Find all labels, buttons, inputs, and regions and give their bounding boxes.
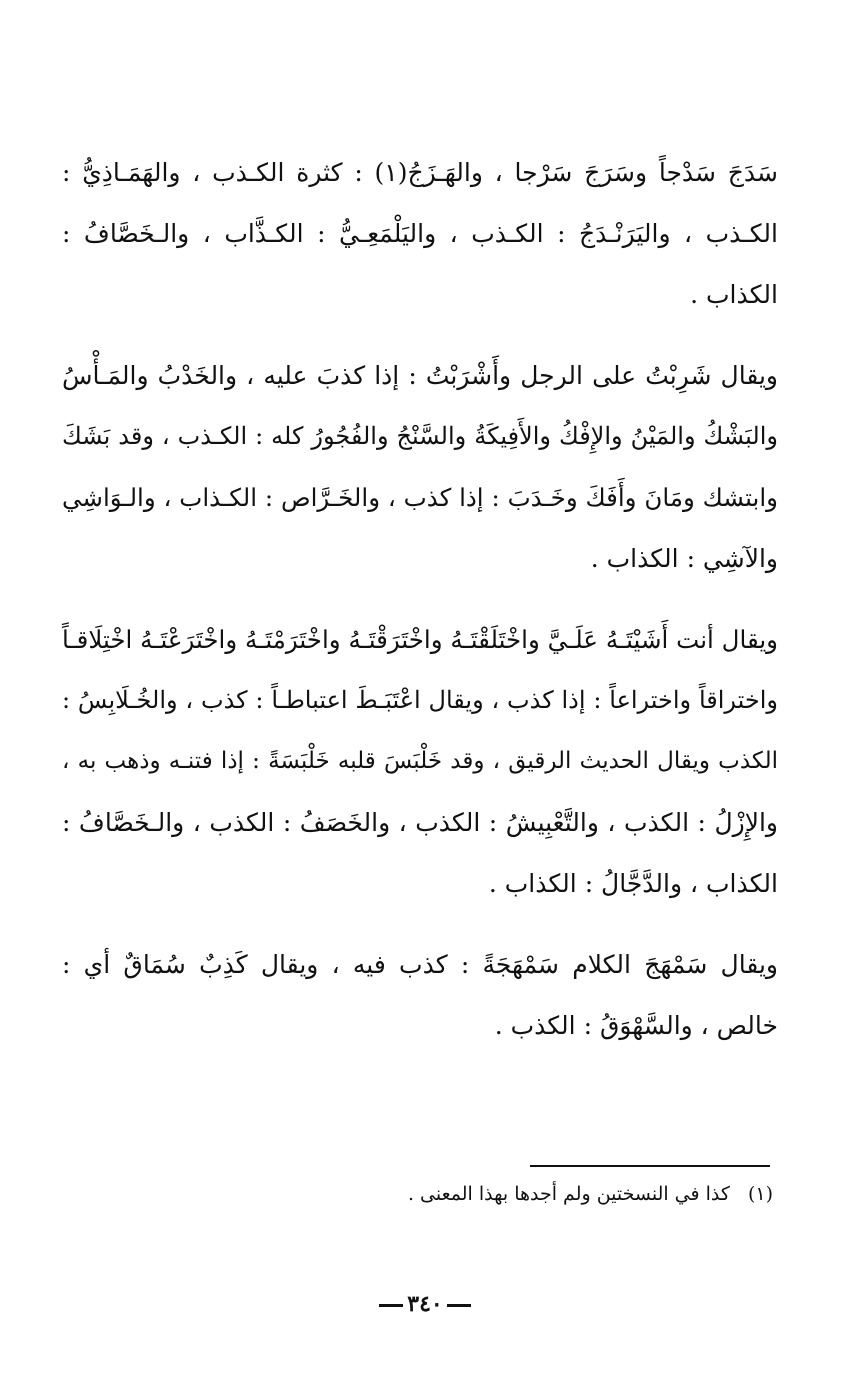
paragraph-1 bbox=[62, 142, 778, 325]
paragraph-2 bbox=[62, 345, 778, 589]
page-number-dash bbox=[447, 1304, 471, 1307]
footnote bbox=[408, 1178, 773, 1210]
text-line: خالص ، والسَّهْوَقُ : الكذب . bbox=[494, 1011, 778, 1040]
page-number-dash bbox=[379, 1304, 403, 1307]
footnote-separator bbox=[530, 1165, 770, 1167]
page-number-value: ٣٤٠ bbox=[407, 1291, 443, 1317]
text-line: واختراقاً واختراعاً : إذا كذب ، ويقال اعْتَبَـطَ اعتباطـاً : كذب ، والخُـلَابِسُ : bbox=[62, 686, 778, 714]
text-line: والآشِي : الكذاب . bbox=[590, 544, 778, 573]
paragraph-4 bbox=[62, 934, 778, 1056]
text-line: الكذاب . bbox=[690, 280, 778, 309]
text-line: ويقال شَرِبْتُ على الرجل وأَشْرَبْتُ : إذا كذبَ عليه ، والخَدْبُ والمَـأْسُ bbox=[62, 361, 778, 390]
text-line: الكـذب ، واليَرَنْـدَجُ : الكـذب ، واليَلْمَعِـيُّ : الكـذَّاب ، والـخَصَّافُ : bbox=[62, 219, 778, 248]
text-line: ويقال أنت أَشَيْتَـهُ عَلَـيَّ واخْتَلَقْتَـهُ واخْتَرَقْتَـهُ واخْتَرَمْتَـهُ واخْتَرَعْتَـهُ اخْتِلَاقـاً bbox=[62, 625, 778, 654]
text-line: والإِزْلُ : الكذب ، والتَّعْبِيشُ : الكذب ، والخَصَفُ : الكذب ، والـخَصَّافُ : bbox=[62, 808, 778, 837]
text-line: سَدَجَ سَدْجاً وسَرَجَ سَرْجا ، والهَـزَجُ(١) : كثرة الكـذب ، والهَمَـاذِيُّ : bbox=[62, 158, 778, 187]
text-line: وابتشك ومَانَ وأَفَكَ وخَـدَبَ : إذا كذب ، والخَـرَّاص : الكـذاب ، والـوَاشِي bbox=[62, 483, 778, 512]
text-line: الكذاب ، والدَّجَّالُ : الكذاب . bbox=[488, 869, 778, 898]
footnote-number: (١) bbox=[747, 1183, 773, 1205]
text-line: والبَشْكُ والمَيْنُ والإِفْكُ والأَفِيكَةُ والسَّنْجُ والفُجُورُ كله : الكـذب ، وقد بَشَكَ bbox=[62, 422, 778, 450]
page-number bbox=[370, 1288, 480, 1320]
text-line: الكذب ويقال الحديث الرقيق ، وقد خَلْبَسَ قلبه خَلْبَسَةً : إذا فتنـه وذهب به ، bbox=[62, 748, 778, 774]
footnote-text: كذا في النسختين ولم أجدها بهذا المعنى . bbox=[407, 1183, 730, 1205]
main-text bbox=[62, 142, 778, 1056]
paragraph-3 bbox=[62, 609, 778, 914]
text-line: ويقال سَمْهَجَ الكلام سَمْهَجَةً : كذب فيه ، ويقال كَذِبٌ سُمَاقٌ أي : bbox=[62, 950, 778, 979]
